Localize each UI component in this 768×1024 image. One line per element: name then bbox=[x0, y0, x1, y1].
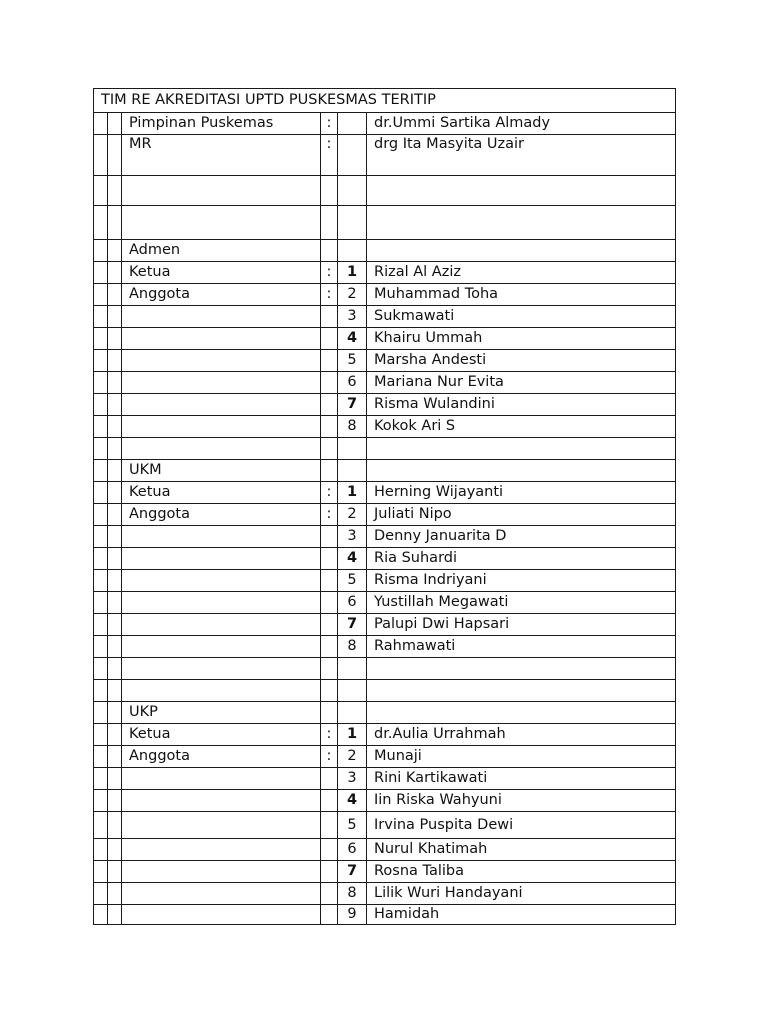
role-cell bbox=[122, 394, 321, 416]
colon-cell bbox=[321, 240, 338, 262]
colon-cell bbox=[321, 394, 338, 416]
blank-cell-a bbox=[94, 724, 108, 746]
blank-cell-b bbox=[108, 548, 122, 570]
table-row bbox=[94, 372, 676, 394]
colon-cell bbox=[321, 460, 338, 482]
blank-cell-a bbox=[94, 306, 108, 328]
colon-cell bbox=[321, 636, 338, 658]
blank-cell-b bbox=[108, 636, 122, 658]
blank-cell-b bbox=[108, 905, 122, 925]
number-cell: 7 bbox=[338, 614, 367, 636]
table-row bbox=[94, 614, 676, 636]
name-cell: dr.Ummi Sartika Almady bbox=[367, 113, 676, 135]
name-cell bbox=[367, 658, 676, 680]
colon-cell bbox=[321, 350, 338, 372]
blank-cell-a bbox=[94, 839, 108, 861]
table-row bbox=[94, 658, 676, 680]
blank-cell-a bbox=[94, 861, 108, 883]
role-cell bbox=[122, 416, 321, 438]
table-row bbox=[94, 839, 676, 861]
blank-cell-a bbox=[94, 592, 108, 614]
blank-cell-b bbox=[108, 306, 122, 328]
colon-cell bbox=[321, 658, 338, 680]
name-cell: Iin Riska Wahyuni bbox=[367, 790, 676, 812]
table-row bbox=[94, 306, 676, 328]
role-cell bbox=[122, 680, 321, 702]
name-cell: Rosna Taliba bbox=[367, 861, 676, 883]
blank-cell-b bbox=[108, 614, 122, 636]
blank-cell-b bbox=[108, 570, 122, 592]
number-cell bbox=[338, 176, 367, 206]
colon-cell: : bbox=[321, 262, 338, 284]
name-cell bbox=[367, 206, 676, 240]
blank-cell-a bbox=[94, 790, 108, 812]
blank-cell-a bbox=[94, 504, 108, 526]
colon-cell bbox=[321, 306, 338, 328]
name-cell: Khairu Ummah bbox=[367, 328, 676, 350]
colon-cell: : bbox=[321, 724, 338, 746]
role-cell bbox=[122, 861, 321, 883]
number-cell: 7 bbox=[338, 861, 367, 883]
blank-cell-a bbox=[94, 548, 108, 570]
colon-cell bbox=[321, 176, 338, 206]
blank-cell-a bbox=[94, 570, 108, 592]
table-row bbox=[94, 328, 676, 350]
blank-cell-a bbox=[94, 905, 108, 925]
table-row bbox=[94, 592, 676, 614]
role-cell: MR bbox=[122, 135, 321, 176]
role-cell: Anggota bbox=[122, 504, 321, 526]
blank-cell-a bbox=[94, 746, 108, 768]
table-row bbox=[94, 262, 676, 284]
blank-cell-b bbox=[108, 592, 122, 614]
name-cell bbox=[367, 176, 676, 206]
name-cell: Palupi Dwi Hapsari bbox=[367, 614, 676, 636]
colon-cell bbox=[321, 790, 338, 812]
table-row bbox=[94, 746, 676, 768]
blank-cell-a bbox=[94, 636, 108, 658]
name-cell: Yustillah Megawati bbox=[367, 592, 676, 614]
name-cell: Risma Indriyani bbox=[367, 570, 676, 592]
blank-cell-a bbox=[94, 883, 108, 905]
blank-cell-a bbox=[94, 812, 108, 839]
name-cell bbox=[367, 680, 676, 702]
role-cell bbox=[122, 176, 321, 206]
name-cell: Irvina Puspita Dewi bbox=[367, 812, 676, 839]
table-row bbox=[94, 113, 676, 135]
role-cell bbox=[122, 905, 321, 925]
colon-cell bbox=[321, 372, 338, 394]
blank-cell-b bbox=[108, 372, 122, 394]
role-cell: UKP bbox=[122, 702, 321, 724]
role-cell bbox=[122, 526, 321, 548]
blank-cell-b bbox=[108, 768, 122, 790]
table-row bbox=[94, 482, 676, 504]
number-cell: 5 bbox=[338, 570, 367, 592]
number-cell: 2 bbox=[338, 504, 367, 526]
name-cell: Mariana Nur Evita bbox=[367, 372, 676, 394]
name-cell: dr.Aulia Urrahmah bbox=[367, 724, 676, 746]
name-cell: Risma Wulandini bbox=[367, 394, 676, 416]
role-cell bbox=[122, 306, 321, 328]
number-cell: 2 bbox=[338, 746, 367, 768]
table-row bbox=[94, 240, 676, 262]
document-title: TIM RE AKREDITASI UPTD PUSKESMAS TERITIP bbox=[94, 89, 676, 113]
role-cell bbox=[122, 328, 321, 350]
blank-cell-a bbox=[94, 206, 108, 240]
colon-cell bbox=[321, 570, 338, 592]
blank-cell-a bbox=[94, 526, 108, 548]
table-row bbox=[94, 790, 676, 812]
blank-cell-a bbox=[94, 240, 108, 262]
title-row bbox=[94, 89, 676, 113]
role-cell: Ketua bbox=[122, 262, 321, 284]
table-row bbox=[94, 724, 676, 746]
blank-cell-a bbox=[94, 328, 108, 350]
role-cell bbox=[122, 790, 321, 812]
colon-cell: : bbox=[321, 284, 338, 306]
name-cell: Denny Januarita D bbox=[367, 526, 676, 548]
role-cell bbox=[122, 372, 321, 394]
table-row bbox=[94, 702, 676, 724]
colon-cell bbox=[321, 702, 338, 724]
colon-cell bbox=[321, 416, 338, 438]
colon-cell: : bbox=[321, 504, 338, 526]
table-row bbox=[94, 636, 676, 658]
blank-cell-b bbox=[108, 839, 122, 861]
number-cell bbox=[338, 460, 367, 482]
table-row bbox=[94, 548, 676, 570]
name-cell: Lilik Wuri Handayani bbox=[367, 883, 676, 905]
table-row bbox=[94, 284, 676, 306]
number-cell: 7 bbox=[338, 394, 367, 416]
committee-table-body bbox=[94, 89, 676, 925]
name-cell: Hamidah bbox=[367, 905, 676, 925]
number-cell: 1 bbox=[338, 262, 367, 284]
table-row bbox=[94, 416, 676, 438]
name-cell: Kokok Ari S bbox=[367, 416, 676, 438]
blank-cell-b bbox=[108, 135, 122, 176]
blank-cell-a bbox=[94, 438, 108, 460]
role-cell bbox=[122, 768, 321, 790]
blank-cell-a bbox=[94, 482, 108, 504]
number-cell: 5 bbox=[338, 350, 367, 372]
name-cell bbox=[367, 702, 676, 724]
blank-cell-a bbox=[94, 680, 108, 702]
table-row bbox=[94, 504, 676, 526]
number-cell: 1 bbox=[338, 724, 367, 746]
blank-cell-a bbox=[94, 614, 108, 636]
table-row bbox=[94, 394, 676, 416]
role-cell bbox=[122, 883, 321, 905]
role-cell bbox=[122, 658, 321, 680]
name-cell: Sukmawati bbox=[367, 306, 676, 328]
name-cell: Nurul Khatimah bbox=[367, 839, 676, 861]
blank-cell-b bbox=[108, 206, 122, 240]
colon-cell bbox=[321, 812, 338, 839]
table-row bbox=[94, 176, 676, 206]
name-cell: Rizal Al Aziz bbox=[367, 262, 676, 284]
number-cell: 3 bbox=[338, 526, 367, 548]
role-cell bbox=[122, 438, 321, 460]
colon-cell: : bbox=[321, 482, 338, 504]
table-row bbox=[94, 905, 676, 925]
blank-cell-a bbox=[94, 658, 108, 680]
table-row bbox=[94, 460, 676, 482]
role-cell bbox=[122, 636, 321, 658]
table-row bbox=[94, 680, 676, 702]
colon-cell bbox=[321, 438, 338, 460]
blank-cell-b bbox=[108, 658, 122, 680]
blank-cell-b bbox=[108, 394, 122, 416]
table-row bbox=[94, 768, 676, 790]
number-cell: 8 bbox=[338, 883, 367, 905]
number-cell: 4 bbox=[338, 548, 367, 570]
role-cell: Admen bbox=[122, 240, 321, 262]
blank-cell-b bbox=[108, 482, 122, 504]
number-cell bbox=[338, 240, 367, 262]
role-cell: Anggota bbox=[122, 284, 321, 306]
table-row bbox=[94, 438, 676, 460]
name-cell: Rahmawati bbox=[367, 636, 676, 658]
number-cell: 6 bbox=[338, 839, 367, 861]
blank-cell-a bbox=[94, 113, 108, 135]
blank-cell-b bbox=[108, 680, 122, 702]
name-cell: Ria Suhardi bbox=[367, 548, 676, 570]
number-cell: 4 bbox=[338, 790, 367, 812]
blank-cell-b bbox=[108, 702, 122, 724]
blank-cell-b bbox=[108, 790, 122, 812]
blank-cell-a bbox=[94, 135, 108, 176]
number-cell bbox=[338, 206, 367, 240]
number-cell: 5 bbox=[338, 812, 367, 839]
number-cell: 9 bbox=[338, 905, 367, 925]
number-cell: 2 bbox=[338, 284, 367, 306]
blank-cell-b bbox=[108, 812, 122, 839]
blank-cell-b bbox=[108, 504, 122, 526]
role-cell bbox=[122, 592, 321, 614]
number-cell bbox=[338, 438, 367, 460]
blank-cell-a bbox=[94, 350, 108, 372]
number-cell: 3 bbox=[338, 768, 367, 790]
name-cell: Juliati Nipo bbox=[367, 504, 676, 526]
colon-cell bbox=[321, 861, 338, 883]
name-cell: Marsha Andesti bbox=[367, 350, 676, 372]
number-cell bbox=[338, 135, 367, 176]
blank-cell-a bbox=[94, 394, 108, 416]
role-cell: Anggota bbox=[122, 746, 321, 768]
blank-cell-b bbox=[108, 328, 122, 350]
table-row bbox=[94, 861, 676, 883]
blank-cell-b bbox=[108, 113, 122, 135]
blank-cell-b bbox=[108, 416, 122, 438]
name-cell bbox=[367, 460, 676, 482]
colon-cell bbox=[321, 680, 338, 702]
number-cell: 6 bbox=[338, 592, 367, 614]
blank-cell-b bbox=[108, 861, 122, 883]
name-cell: Munaji bbox=[367, 746, 676, 768]
role-cell bbox=[122, 548, 321, 570]
role-cell: Ketua bbox=[122, 482, 321, 504]
number-cell bbox=[338, 658, 367, 680]
colon-cell: : bbox=[321, 113, 338, 135]
role-cell bbox=[122, 839, 321, 861]
blank-cell-a bbox=[94, 262, 108, 284]
name-cell: Muhammad Toha bbox=[367, 284, 676, 306]
colon-cell: : bbox=[321, 746, 338, 768]
role-cell bbox=[122, 206, 321, 240]
blank-cell-b bbox=[108, 240, 122, 262]
role-cell: Ketua bbox=[122, 724, 321, 746]
role-cell: UKM bbox=[122, 460, 321, 482]
name-cell: Herning Wijayanti bbox=[367, 482, 676, 504]
name-cell bbox=[367, 438, 676, 460]
colon-cell bbox=[321, 883, 338, 905]
number-cell: 6 bbox=[338, 372, 367, 394]
colon-cell bbox=[321, 768, 338, 790]
number-cell: 4 bbox=[338, 328, 367, 350]
blank-cell-a bbox=[94, 372, 108, 394]
blank-cell-b bbox=[108, 724, 122, 746]
table-row bbox=[94, 812, 676, 839]
colon-cell bbox=[321, 328, 338, 350]
blank-cell-b bbox=[108, 460, 122, 482]
blank-cell-a bbox=[94, 416, 108, 438]
name-cell bbox=[367, 240, 676, 262]
blank-cell-a bbox=[94, 176, 108, 206]
committee-table bbox=[93, 88, 676, 925]
colon-cell bbox=[321, 592, 338, 614]
name-cell: Rini Kartikawati bbox=[367, 768, 676, 790]
role-cell bbox=[122, 614, 321, 636]
blank-cell-b bbox=[108, 176, 122, 206]
number-cell: 3 bbox=[338, 306, 367, 328]
blank-cell-b bbox=[108, 438, 122, 460]
colon-cell bbox=[321, 839, 338, 861]
name-cell: drg Ita Masyita Uzair bbox=[367, 135, 676, 176]
blank-cell-b bbox=[108, 883, 122, 905]
blank-cell-b bbox=[108, 262, 122, 284]
role-cell: Pimpinan Puskemas bbox=[122, 113, 321, 135]
role-cell bbox=[122, 812, 321, 839]
role-cell bbox=[122, 570, 321, 592]
colon-cell bbox=[321, 548, 338, 570]
number-cell bbox=[338, 702, 367, 724]
table-row bbox=[94, 883, 676, 905]
number-cell: 1 bbox=[338, 482, 367, 504]
number-cell: 8 bbox=[338, 636, 367, 658]
blank-cell-b bbox=[108, 284, 122, 306]
number-cell: 8 bbox=[338, 416, 367, 438]
number-cell bbox=[338, 680, 367, 702]
blank-cell-b bbox=[108, 526, 122, 548]
blank-cell-a bbox=[94, 768, 108, 790]
colon-cell bbox=[321, 526, 338, 548]
table-row bbox=[94, 526, 676, 548]
colon-cell bbox=[321, 905, 338, 925]
number-cell bbox=[338, 113, 367, 135]
blank-cell-a bbox=[94, 284, 108, 306]
colon-cell bbox=[321, 206, 338, 240]
table-row bbox=[94, 206, 676, 240]
blank-cell-a bbox=[94, 460, 108, 482]
table-row bbox=[94, 350, 676, 372]
table-row bbox=[94, 570, 676, 592]
blank-cell-b bbox=[108, 746, 122, 768]
colon-cell bbox=[321, 614, 338, 636]
blank-cell-b bbox=[108, 350, 122, 372]
role-cell bbox=[122, 350, 321, 372]
blank-cell-a bbox=[94, 702, 108, 724]
colon-cell: : bbox=[321, 135, 338, 176]
table-row bbox=[94, 135, 676, 176]
